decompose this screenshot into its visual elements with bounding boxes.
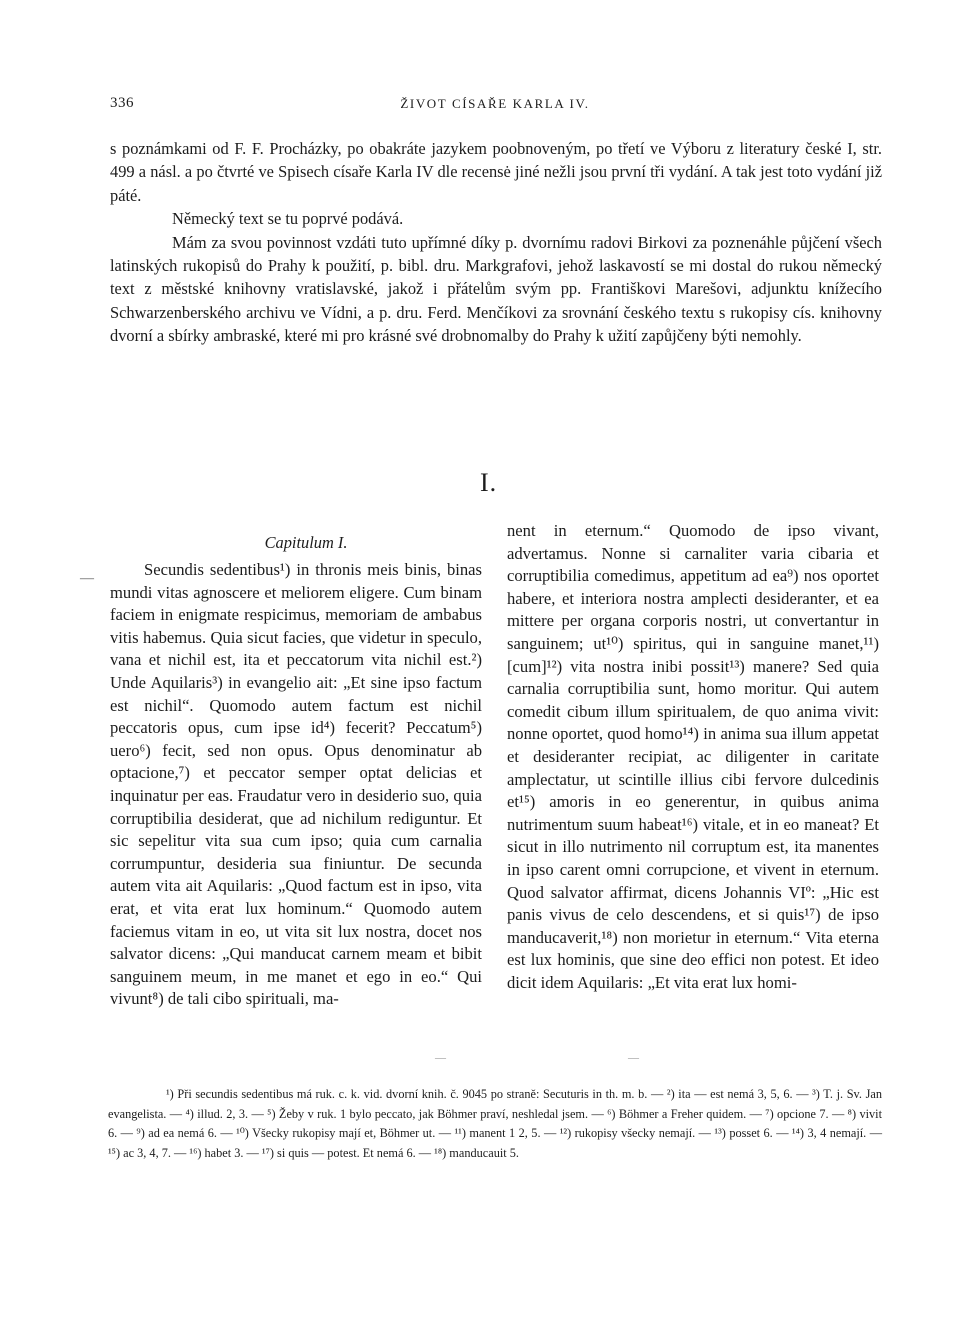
- chapter-title: Capitulum I.: [264, 533, 348, 552]
- page-header: [110, 95, 880, 115]
- intro-paragraph: Mám za svou povinnost vzdáti tuto upřímné díky p. dvornímu radovi Birkovi za poznenáhle půjčení všech latinských rukopisů do Prahy k použití, p. bibl. dru. Markgrafovi, jehož laskavostí se mi dostal do rukou německý text z městské knihovny vratislavské, jakož i přátelům svým pp. Františkovi Marešovi, adjunktu knížecího Schwarzenberského archivu ve Vídni, a p. dru. Ferd. Menčíkovi za srovnání českého textu s rukopisy cís. knihovny dvorní a sbírky ambraské, které mi pro krásné své drobnomalby do Prahy k užití zapůjčeny býti nemohly.: [110, 232, 882, 346]
- section-numeral: I.: [480, 468, 498, 497]
- column-end-mark: —: [435, 1052, 446, 1064]
- margin-dash: —: [80, 571, 94, 586]
- latin-text-right: nent in eternum.“ Quomodo de ipso vivant, advertamus. Nonne si carnaliter varia cibaria et corruptibilia comedimus, appetitum ad ea⁹) nos oportet habere, et interiora nostra amplecti desideranter, et ea mittere per organa corporis nostri, ut convertantur in sanguinem; ut¹⁰) spiritus, qui in sanguine manet,¹¹) [cum]¹²) vita nostra inibi possit¹³) manere? Sed quia carnalia corruptibilia sunt, homo moritur. Qui autem comedit cibum illum spiritualem, de quo anima vivit: nonne oportet, quod homo¹⁴) in anima sua illum appetat et desideranter recipiat, ac diligenter in caritate amplectatur, ut scintille illius cibi fervore dulcedinis et¹⁵) amoris in eo generentur, in quibus anima nutrimentum suum habeat¹⁶) vitale, et in eo maneat? Et sicut in illo nutrimento nil corruptum est, ita manentes in ipso carent omni corrupcione, et vivent in eternum. Quod salvator affirmat, dicens Johannis VIº: „Hic est panis vivus de celo descendens, et si quis¹⁷) de ipso manducaverit,¹⁸) non morietur in eternum.“ Vita eterna est lux hominis, que sine deo effici non potest. Et ideo dicit idem Aquilaris: „Et vita erat lux homi-: [507, 521, 879, 992]
- footnotes-text: ¹) Při secundis sedentibus má ruk. c. k. vid. dvorní knih. č. 9045 po straně: Secuturis in th. m. b. — ²) ita — est nemá 3, 5, 6. — ³) T. j. Sv. Jan evangelista. — ⁴) illud. 2, 3. — ⁵) Žeby v ruk. 1 bylo peccato, jak Böhmer praví, neshledal jsem. — ⁶) Böhmer a Freher quidem. — ⁷) opcione 7. — ⁸) vivit 6. — ⁹) ad ea nemá 6. — ¹⁰) Všecky rukopisy mají et, Böhmer ut. — ¹¹) manent 1 2, 5. — ¹²) rukopisy všecky nemají. — ¹³) posset 6. — ¹⁴) 3, 4 nemají. — ¹⁵) ac 3, 4, 7. — ¹⁶) habet 3. — ¹⁷) si quis — potest. Et nemá 6. — ¹⁸) manducauit 5.: [108, 1087, 882, 1160]
- intro-paragraph: s poznámkami od F. F. Procházky, po obakráte jazykem poobnoveným, po třetí ve Výboru z literatury české I, str. 499 a násl. a po čtvrté ve Spisech císaře Karla IV dle recensė jiné nežli jsou první tři vydání. A tak jest toto vydání již páté.: [110, 139, 882, 205]
- footnotes: [108, 1085, 882, 1163]
- right-column: [507, 520, 879, 994]
- running-title: ŽIVOT CÍSAŘE KARLA IV.: [400, 96, 590, 111]
- intro-paragraph: Německý text se tu poprvé podává.: [172, 209, 404, 229]
- column-end-mark: —: [628, 1052, 639, 1064]
- left-column: [110, 520, 482, 1011]
- introduction: [110, 137, 882, 348]
- page-number: 336: [110, 95, 134, 111]
- latin-text-left: Secundis sedentibus¹) in thronis meis binis, binas mundi vitas agnoscere et meliorem eligere. Cum binam faciem in enigmate respicimus, memoriam de ambabus vitis habemus. Quia sicut facies, que videtur in speculo, vana et nichil est, ita et peccatorum vita nichil est.²) Unde Aquilaris³) in evangelio ait: „Et sine ipso factum est nichil“. Quomodo autem factum est nichil peccatoris opus, cum ipse id⁴) fecerit? Peccatum⁵) uero⁶) fecit, sed non opus. Opus denominatur ab optacione,⁷) et peccator semper optat delicias et inquinatur per eas. Fraudatur vero in desiderio suo, quia corruptibilia desiderat, que ad nichilum rediguntur. Et sic sepelitur vita sua cum ipso; quia cum carnalia corrumpuntur, desideria sua finiuntur. De secunda autem vita ait Aquilaris: „Quod factum est in ipso, vita erat, et vita erat lux hominum.“ Quomodo autem faciemus vitam in eo, ut vita sit lux nostra, docet nos salvator dicens: „Qui manducat carnem meam et bibit sanguinem meum, in me manet et ego in eo.“ Qui vivunt⁸) de tali cibo spirituali, ma-: [110, 560, 482, 1009]
